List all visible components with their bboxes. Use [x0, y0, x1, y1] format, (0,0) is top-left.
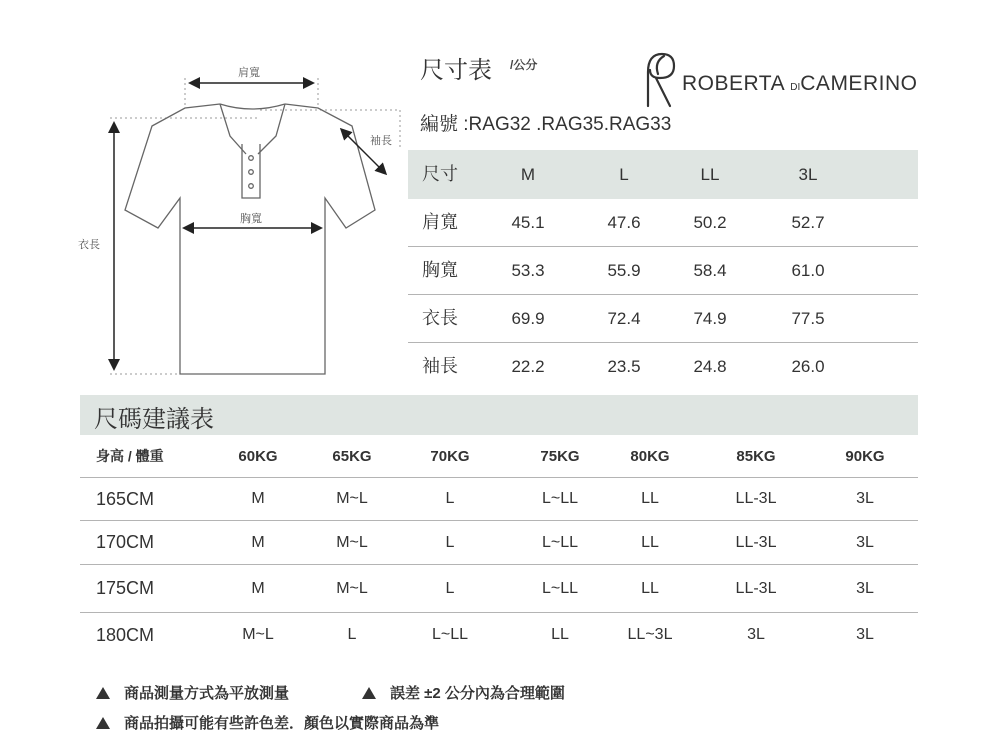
rec-cell: LL: [551, 626, 569, 643]
size-cell: 45.1: [511, 213, 545, 232]
rec-cell: L: [347, 626, 357, 643]
sleeve-label: 袖長: [370, 135, 392, 147]
rec-cell: 3L: [856, 490, 874, 507]
rec-cell: L~LL: [541, 534, 579, 551]
size-table-row: [408, 199, 918, 247]
size-cell: 22.2: [511, 357, 545, 376]
page-title: 尺寸表: [420, 57, 492, 84]
rec-table-row: [80, 521, 918, 565]
size-cell: 26.0: [791, 357, 825, 376]
size-cell: 55.9: [607, 261, 641, 280]
size-cell: 77.5: [791, 309, 825, 328]
length-label: 衣長: [78, 239, 100, 251]
rec-cell: L: [445, 580, 455, 597]
rec-col-header: 身高 / 體重: [96, 448, 164, 464]
rec-cell: M~L: [336, 534, 368, 551]
rec-cell: 3L: [856, 534, 874, 551]
size-col-header: L: [619, 165, 629, 184]
rec-cell: LL: [641, 490, 659, 507]
brand-name: [682, 72, 917, 96]
rec-col-header: 80KG: [630, 448, 670, 465]
size-col-header: M: [520, 165, 536, 184]
size-cell: 74.9: [693, 309, 727, 328]
rec-cell: L~LL: [541, 490, 579, 507]
rec-cell: LL~3L: [627, 626, 673, 643]
note-text: 誤差 ±2 公分內為合理範圍: [390, 685, 565, 702]
size-cell: 69.9: [511, 309, 545, 328]
chest-label: 胸寬: [240, 213, 262, 225]
brand-name-di: DI: [790, 82, 801, 93]
brand-name-part1: ROBERTA: [682, 72, 784, 95]
size-cell: 24.8: [693, 357, 727, 376]
triangle-bullet-icon: [96, 687, 110, 699]
size-cell: 52.7: [791, 213, 825, 232]
rec-cell: M~L: [336, 580, 368, 597]
size-table-row: [408, 295, 918, 343]
unit-label: /公分: [510, 58, 538, 72]
size-cell: 23.5: [607, 357, 641, 376]
brand-name-part2: CAMERINO: [800, 72, 918, 95]
note-text: 商品拍攝可能有些許色差．顏色以實際商品為準: [124, 715, 440, 732]
size-cell: 72.4: [607, 309, 641, 328]
rec-cell: 3L: [856, 626, 874, 643]
rec-table-row: [80, 613, 918, 657]
rec-cell: L: [445, 534, 455, 551]
size-recommendation-table: [80, 436, 918, 657]
note-line-1b: [362, 682, 565, 703]
rec-cell: M: [251, 580, 265, 597]
size-cell: 58.4: [693, 261, 727, 280]
rec-row-label: 165CM: [96, 489, 155, 509]
rec-cell: 3L: [856, 580, 874, 597]
rec-table-title: 尺碼建議表: [94, 406, 214, 433]
rec-row-label: 170CM: [96, 532, 155, 552]
size-row-label: 胸寬: [422, 260, 458, 280]
rec-cell: M~L: [242, 626, 274, 643]
rec-cell: 3L: [747, 626, 765, 643]
note-line-1: [96, 682, 289, 703]
size-row-label: 衣長: [422, 308, 458, 328]
rec-col-header: 70KG: [430, 448, 470, 465]
garment-diagram: [70, 50, 410, 390]
size-row-label: 袖長: [422, 356, 458, 376]
triangle-bullet-icon: [362, 687, 376, 699]
rec-cell: L: [445, 490, 455, 507]
rec-col-header: 75KG: [540, 448, 580, 465]
rec-table-header: [80, 436, 918, 478]
rec-col-header: 65KG: [332, 448, 372, 465]
rec-row-label: 175CM: [96, 578, 155, 598]
rec-col-header: 90KG: [845, 448, 885, 465]
rec-cell: LL: [641, 534, 659, 551]
rec-cell: M: [251, 534, 265, 551]
rec-cell: M: [251, 490, 265, 507]
rec-cell: LL-3L: [735, 580, 777, 597]
rec-cell: L~LL: [431, 626, 469, 643]
note-text: 商品測量方式為平放測量: [124, 685, 290, 702]
size-col-header: 尺寸: [422, 164, 458, 184]
size-row-label: 肩寬: [422, 212, 458, 232]
size-table-row: [408, 247, 918, 295]
rec-cell: LL: [641, 580, 659, 597]
size-cell: 53.3: [511, 261, 545, 280]
shoulder-label: 肩寬: [238, 67, 260, 79]
roberta-logo-icon: [640, 48, 680, 110]
rec-col-header: 85KG: [736, 448, 776, 465]
size-table: [408, 150, 918, 390]
rec-cell: LL-3L: [735, 490, 777, 507]
size-col-header: 3L: [798, 165, 818, 184]
size-table-header: [408, 150, 918, 199]
size-cell: 50.2: [693, 213, 727, 232]
rec-cell: LL-3L: [735, 534, 777, 551]
model-number: 編號 :RAG32 .RAG35.RAG33: [420, 114, 672, 135]
size-table-row: [408, 343, 918, 390]
size-col-header: LL: [700, 165, 720, 184]
rec-cell: M~L: [336, 490, 368, 507]
note-line-2: [96, 712, 439, 733]
size-cell: 47.6: [607, 213, 641, 232]
size-cell: 61.0: [791, 261, 825, 280]
rec-col-header: 60KG: [238, 448, 278, 465]
triangle-bullet-icon: [96, 717, 110, 729]
rec-row-label: 180CM: [96, 625, 155, 645]
rec-cell: L~LL: [541, 580, 579, 597]
rec-table-row: [80, 478, 918, 521]
rec-table-row: [80, 565, 918, 613]
